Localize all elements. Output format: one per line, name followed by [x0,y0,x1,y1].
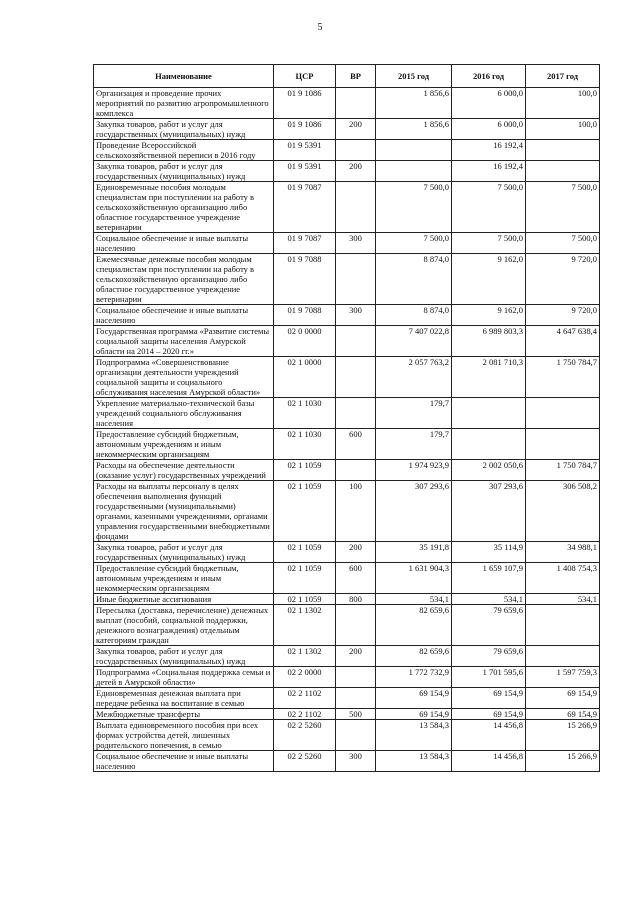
cell-csr: 02 1 1302 [274,646,336,667]
cell-2017: 7 500,0 [526,182,600,233]
cell-name: Государственная программа «Развитие системы социальной защиты населения Амурской области на 2014 – 2020 гг.» [94,326,274,357]
cell-2017: 1 750 784,7 [526,460,600,481]
cell-2015: 7 500,0 [376,182,452,233]
cell-2016: 69 154,9 [452,688,526,709]
cell-name: Закупка товаров, работ и услуг для государственных (муниципальных) нужд [94,542,274,563]
cell-2015: 179,7 [376,398,452,429]
cell-2015: 69 154,9 [376,709,452,720]
table-row [94,563,600,594]
cell-vr [336,254,376,305]
cell-name: Межбюджетные трансферты [94,709,274,720]
cell-csr: 02 0 0000 [274,326,336,357]
cell-vr [336,326,376,357]
cell-2017: 7 500,0 [526,233,600,254]
cell-2017: 1 597 759,3 [526,667,600,688]
cell-2017: 69 154,9 [526,688,600,709]
cell-2015: 1 974 923,9 [376,460,452,481]
table-body [94,88,600,772]
cell-2015 [376,140,452,161]
cell-2017: 9 720,0 [526,254,600,305]
cell-2017: 1 408 754,3 [526,563,600,594]
cell-2016: 16 192,4 [452,161,526,182]
table-row [94,161,600,182]
cell-csr: 01 9 5391 [274,140,336,161]
cell-2017: 306 508,2 [526,481,600,542]
cell-csr: 02 1 1059 [274,563,336,594]
cell-2016: 534,1 [452,594,526,605]
cell-2016: 2 081 710,3 [452,357,526,398]
header-2015: 2015 год [376,65,452,88]
cell-csr: 02 1 0000 [274,357,336,398]
cell-vr [336,605,376,646]
cell-2017: 69 154,9 [526,709,600,720]
cell-csr: 02 1 1030 [274,429,336,460]
cell-2016: 9 162,0 [452,254,526,305]
cell-csr: 02 2 5260 [274,720,336,751]
cell-csr: 02 2 0000 [274,667,336,688]
cell-2015: 13 584,3 [376,751,452,772]
cell-vr [336,720,376,751]
cell-vr [336,182,376,233]
header-2017: 2017 год [526,65,600,88]
table-row [94,326,600,357]
cell-vr: 800 [336,594,376,605]
cell-name: Единовременная денежная выплата при передаче ребенка на воспитание в семью [94,688,274,709]
cell-csr: 01 9 7087 [274,182,336,233]
cell-2017 [526,398,600,429]
table-row [94,429,600,460]
cell-name: Подпрограмма «Совершенствование организации деятельности учреждений социальной защиты и социального обслуживания населения Амурской области» [94,357,274,398]
cell-name: Ежемесячные денежные пособия молодым специалистам при поступлении на работу в сельскохозяйственную организацию либо областное государственное учреждение ветеринарии [94,254,274,305]
cell-csr: 02 1 1030 [274,398,336,429]
budget-table [93,64,600,772]
table-row [94,119,600,140]
cell-vr [336,140,376,161]
cell-2017: 100,0 [526,119,600,140]
cell-vr: 500 [336,709,376,720]
table-row [94,254,600,305]
cell-csr: 01 9 7088 [274,254,336,305]
table-row [94,542,600,563]
cell-name: Закупка товаров, работ и услуг для государственных (муниципальных) нужд [94,119,274,140]
cell-vr: 200 [336,119,376,140]
cell-2016: 14 456,8 [452,720,526,751]
cell-2015: 534,1 [376,594,452,605]
cell-2015: 7 407 022,8 [376,326,452,357]
cell-2016: 1 701 595,6 [452,667,526,688]
cell-2017: 534,1 [526,594,600,605]
cell-csr: 01 9 7087 [274,233,336,254]
cell-2017 [526,429,600,460]
cell-2017: 100,0 [526,88,600,119]
cell-name: Единовременные пособия молодым специалистам при поступлении на работу в сельскохозяйственную организацию либо областное государственное учреждение ветеринарии [94,182,274,233]
header-csr: ЦСР [274,65,336,88]
cell-name: Социальное обеспечение и иные выплаты населению [94,305,274,326]
cell-2017: 34 988,1 [526,542,600,563]
cell-2017: 1 750 784,7 [526,357,600,398]
table-row [94,605,600,646]
cell-2017: 4 647 638,4 [526,326,600,357]
table-row [94,140,600,161]
cell-vr [336,460,376,481]
table-row [94,688,600,709]
cell-name: Расходы на выплаты персоналу в целях обеспечения выполнения функций государственными (муниципальными) органами, казенными учреждениями, органами управления государственными внебюджетными фондами [94,481,274,542]
header-2016: 2016 год [452,65,526,88]
table-row [94,594,600,605]
cell-2017: 15 266,9 [526,751,600,772]
cell-vr [336,667,376,688]
cell-2015 [376,161,452,182]
cell-2015: 8 874,0 [376,305,452,326]
cell-name: Предоставление субсидий бюджетным, автономным учреждениям и иным некоммерческим организациям [94,563,274,594]
cell-2016 [452,398,526,429]
cell-2015: 179,7 [376,429,452,460]
table-row [94,667,600,688]
cell-vr: 200 [336,646,376,667]
cell-name: Социальное обеспечение и иные выплаты населению [94,233,274,254]
cell-csr: 02 2 1102 [274,688,336,709]
cell-vr [336,357,376,398]
cell-csr: 01 9 7088 [274,305,336,326]
cell-2016: 79 659,6 [452,605,526,646]
cell-csr: 02 1 1059 [274,481,336,542]
cell-2017 [526,646,600,667]
cell-csr: 02 1 1059 [274,594,336,605]
cell-csr: 02 2 1102 [274,709,336,720]
table-row [94,646,600,667]
cell-name: Подпрограмма «Социальная поддержка семьи и детей в Амурской области» [94,667,274,688]
cell-2016: 14 456,8 [452,751,526,772]
cell-csr: 01 9 5391 [274,161,336,182]
table-row [94,720,600,751]
cell-csr: 01 9 1086 [274,88,336,119]
cell-2016: 7 500,0 [452,182,526,233]
cell-2016: 9 162,0 [452,305,526,326]
cell-csr: 02 1 1302 [274,605,336,646]
cell-2015: 1 772 732,9 [376,667,452,688]
cell-2015: 1 856,6 [376,119,452,140]
cell-2015: 1 631 904,3 [376,563,452,594]
cell-name: Социальное обеспечение и иные выплаты населению [94,751,274,772]
cell-csr: 01 9 1086 [274,119,336,140]
cell-2015: 2 057 763,2 [376,357,452,398]
cell-name: Иные бюджетные ассигнования [94,594,274,605]
cell-2015: 35 191,8 [376,542,452,563]
cell-name: Предоставление субсидий бюджетным, автономным учреждениям и иным некоммерческим организациям [94,429,274,460]
cell-name: Закупка товаров, работ и услуг для государственных (муниципальных) нужд [94,646,274,667]
cell-2016: 69 154,9 [452,709,526,720]
cell-vr [336,88,376,119]
cell-2016: 79 659,6 [452,646,526,667]
cell-2015: 82 659,6 [376,646,452,667]
cell-2016 [452,429,526,460]
cell-2015: 7 500,0 [376,233,452,254]
cell-2017 [526,605,600,646]
cell-2015: 1 856,6 [376,88,452,119]
page-number: 5 [317,22,323,33]
cell-vr: 200 [336,542,376,563]
cell-vr: 600 [336,563,376,594]
table-row [94,182,600,233]
header-vr: ВР [336,65,376,88]
cell-2016: 16 192,4 [452,140,526,161]
cell-2017 [526,140,600,161]
cell-vr: 100 [336,481,376,542]
cell-name: Пересылка (доставка, перечисление) денежных выплат (пособий, социальной поддержки, денежного вознаграждения) отдельным категориям граждан [94,605,274,646]
table-row [94,481,600,542]
cell-csr: 02 1 1059 [274,460,336,481]
cell-2016: 2 002 050,6 [452,460,526,481]
cell-name: Закупка товаров, работ и услуг для государственных (муниципальных) нужд [94,161,274,182]
cell-name: Организация и проведение прочих мероприятий по развитию агропромышленного комплекса [94,88,274,119]
table-row [94,398,600,429]
table-row [94,233,600,254]
cell-2015: 8 874,0 [376,254,452,305]
cell-vr [336,398,376,429]
cell-2016: 6 000,0 [452,88,526,119]
cell-2015: 82 659,6 [376,605,452,646]
cell-csr: 02 1 1059 [274,542,336,563]
cell-2016: 7 500,0 [452,233,526,254]
cell-vr: 600 [336,429,376,460]
cell-name: Укрепление материально-технической базы учреждений социального обслуживания населения [94,398,274,429]
table-row [94,460,600,481]
cell-2015: 307 293,6 [376,481,452,542]
cell-2016: 6 000,0 [452,119,526,140]
cell-vr [336,688,376,709]
table-row [94,751,600,772]
cell-2016: 35 114,9 [452,542,526,563]
cell-2016: 6 989 803,3 [452,326,526,357]
cell-2015: 69 154,9 [376,688,452,709]
cell-2016: 307 293,6 [452,481,526,542]
table-row [94,305,600,326]
header-name: Наименование [94,65,274,88]
cell-vr: 300 [336,751,376,772]
cell-2016: 1 659 107,9 [452,563,526,594]
table-row [94,357,600,398]
cell-name: Расходы на обеспечение деятельности (оказание услуг) государственных учреждений [94,460,274,481]
cell-vr: 200 [336,161,376,182]
cell-2015: 13 584,3 [376,720,452,751]
cell-2017 [526,161,600,182]
table-header-row [94,65,600,88]
cell-2017: 15 266,9 [526,720,600,751]
cell-vr: 300 [336,233,376,254]
cell-name: Выплата единовременного пособия при всех формах устройства детей, лишенных родительского попечения, в семью [94,720,274,751]
cell-csr: 02 2 5260 [274,751,336,772]
cell-2017: 9 720,0 [526,305,600,326]
table-row [94,88,600,119]
table-row [94,709,600,720]
cell-name: Проведение Всероссийской сельскохозяйственной переписи в 2016 году [94,140,274,161]
cell-vr: 300 [336,305,376,326]
